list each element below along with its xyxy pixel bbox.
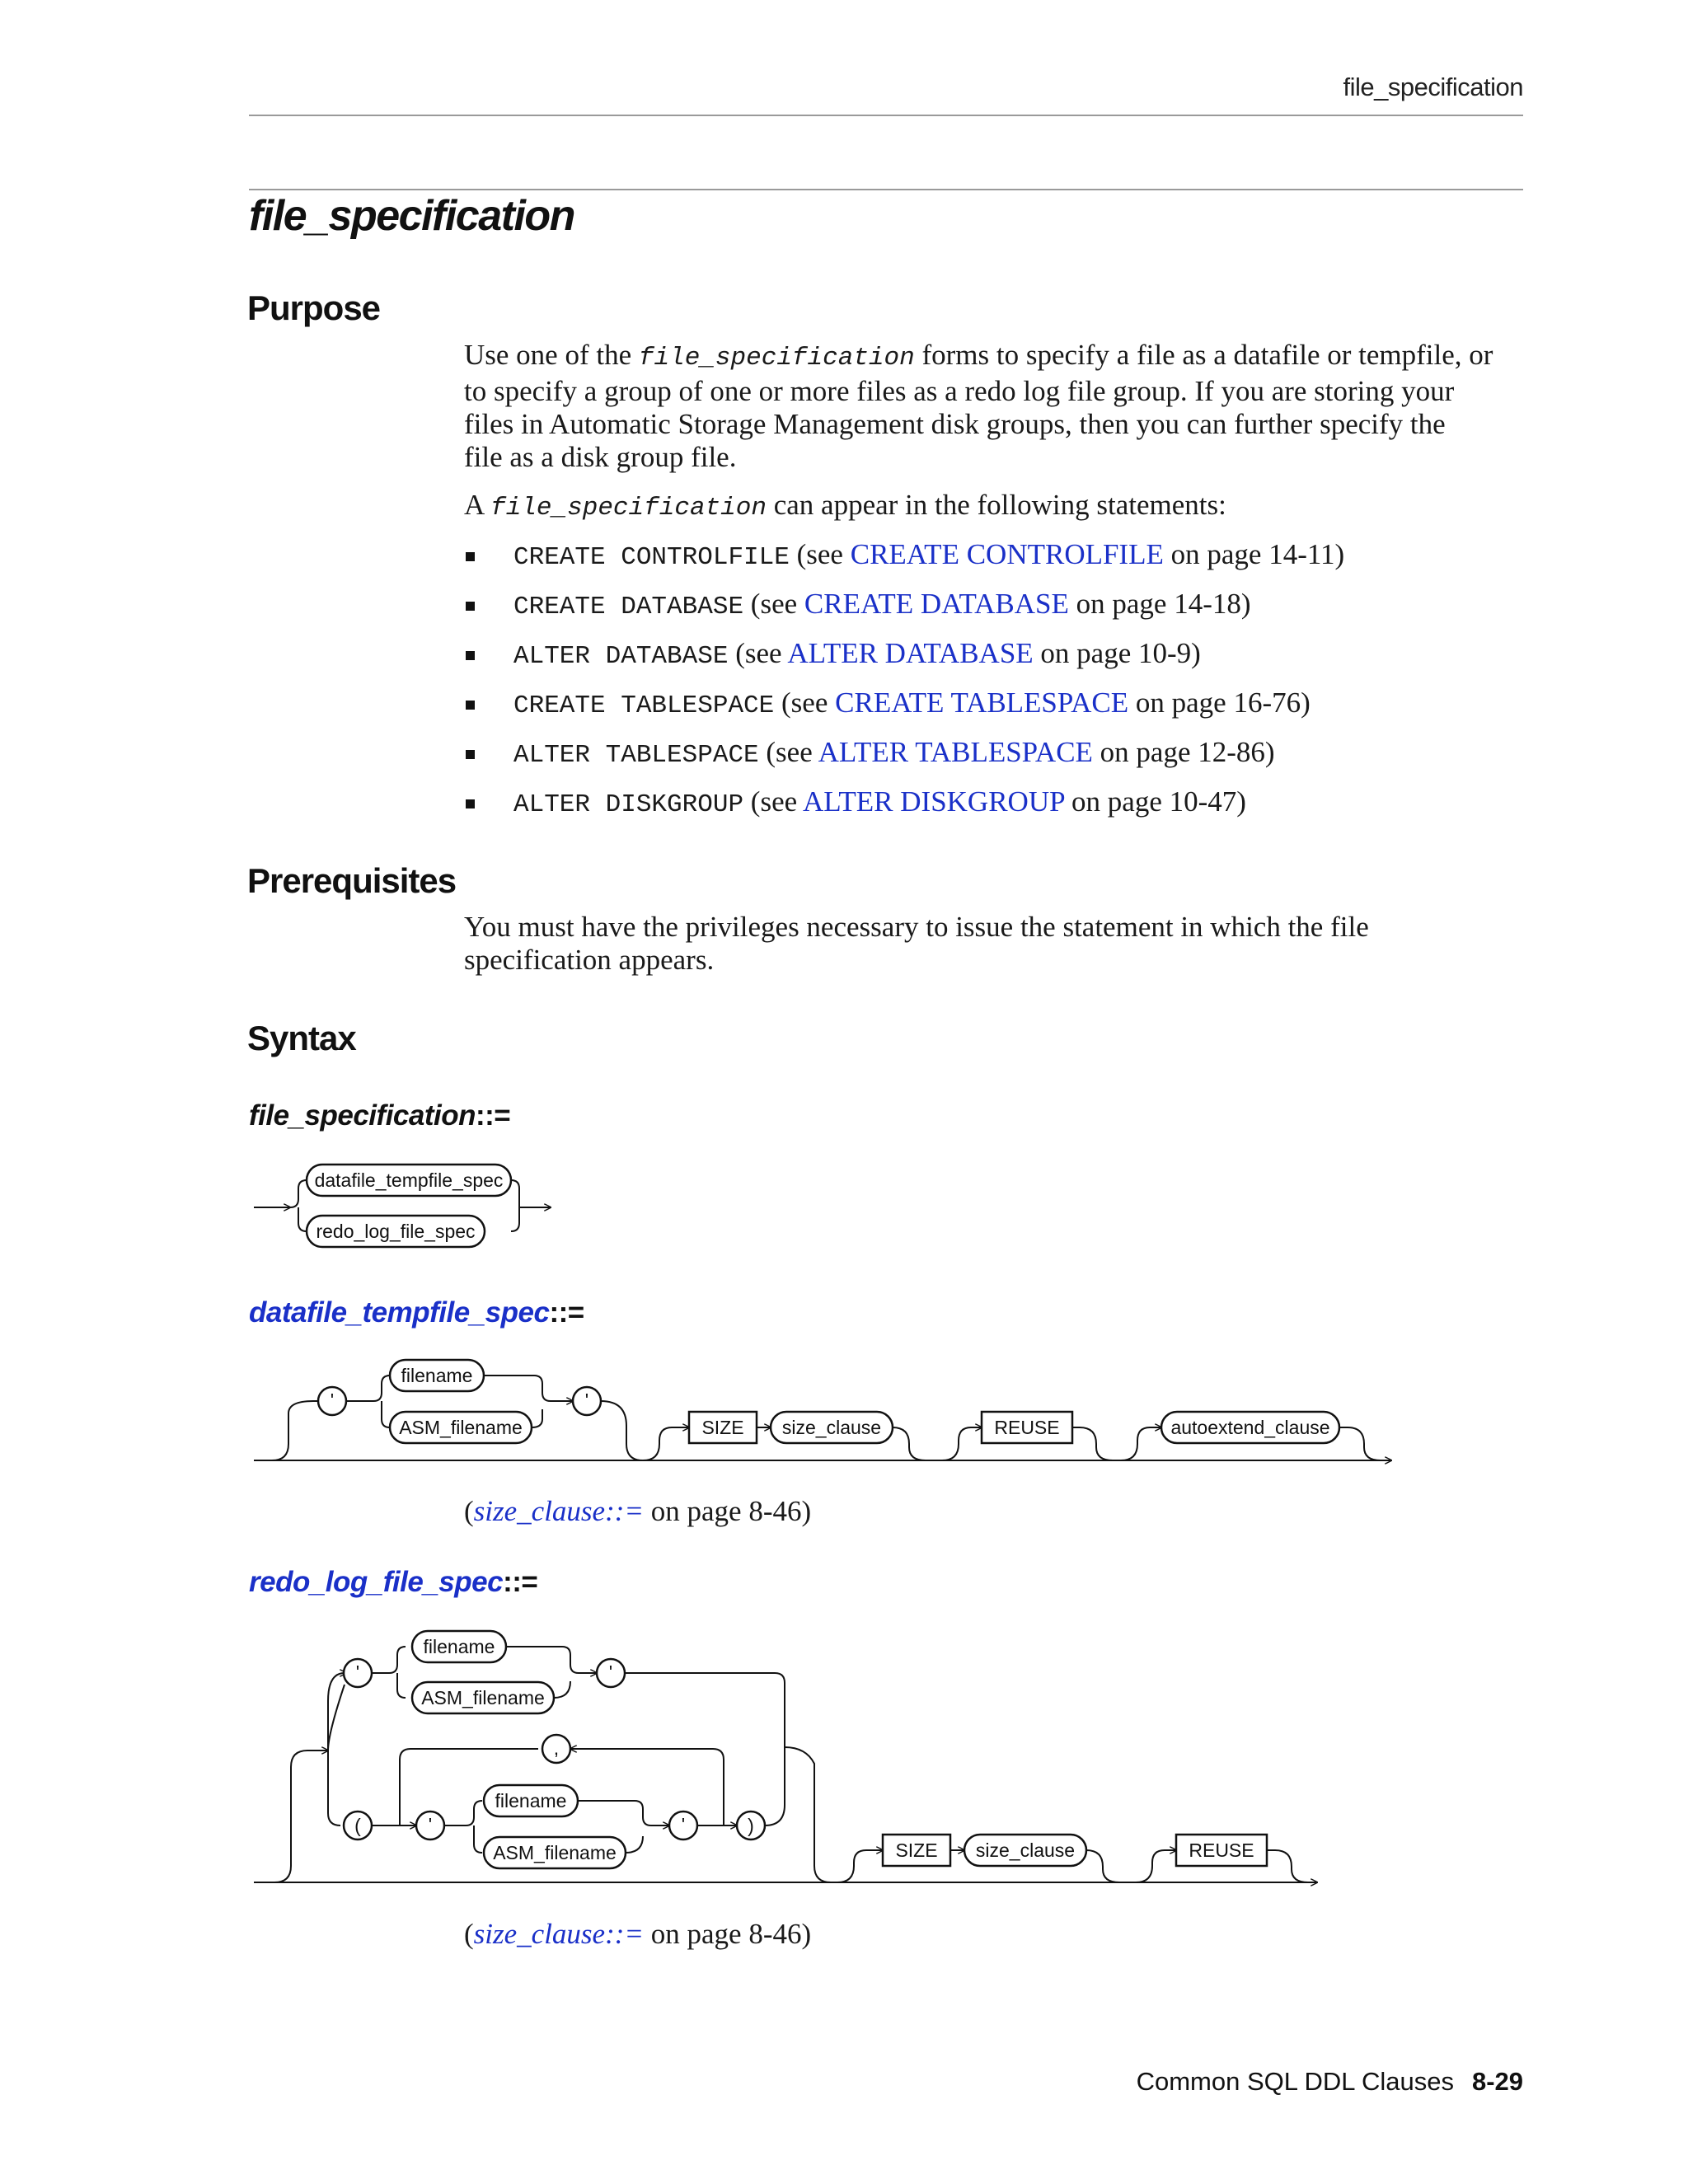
node-label: ASM_filename — [399, 1417, 523, 1438]
statement-code: CREATE DATABASE — [513, 593, 744, 621]
node-label: ' — [355, 1661, 360, 1683]
code-term: file_specification — [490, 494, 767, 523]
file-spec-diagram — [254, 1165, 551, 1247]
text-run: on page 8-46) — [644, 1918, 812, 1950]
text-line: file as a disk group file. — [464, 441, 737, 473]
text-run: forms to specify a file as a datafile or tempfile, or — [914, 339, 1493, 371]
text-run: (see — [743, 588, 804, 620]
node-label: ' — [608, 1661, 613, 1683]
statement-link[interactable]: ALTER TABLESPACE — [818, 736, 1093, 768]
text-run: ) — [1301, 687, 1311, 719]
page-footer — [1137, 2067, 1523, 2097]
node-label: redo_log_file_spec — [316, 1221, 476, 1242]
text-run: on page — [1064, 785, 1170, 818]
statement-code: ALTER TABLESPACE — [513, 741, 759, 770]
node-label: size_clause — [781, 1417, 882, 1438]
node-label: SIZE — [701, 1417, 744, 1438]
statement-code: ALTER DATABASE — [513, 642, 729, 671]
assign-symbol: ::= — [475, 1099, 511, 1132]
statement-link[interactable]: CREATE CONTROLFILE — [850, 538, 1164, 570]
node-label: ASM_filename — [493, 1842, 617, 1863]
text-run: ) — [1236, 785, 1246, 818]
statement-code: CREATE CONTROLFILE — [513, 543, 790, 572]
assign-symbol: ::= — [503, 1566, 538, 1598]
node-label: REUSE — [1189, 1840, 1254, 1861]
purpose-heading: Purpose — [247, 288, 381, 327]
statement-link[interactable]: CREATE TABLESPACE — [835, 687, 1129, 719]
text-run: can appear in the following statements: — [766, 489, 1226, 521]
text-run: (see — [774, 687, 836, 719]
text-run: ) — [1191, 637, 1201, 669]
statement-link[interactable]: ALTER DATABASE — [787, 637, 1034, 669]
node-label: ' — [330, 1390, 335, 1411]
assign-symbol: ::= — [549, 1296, 584, 1329]
text-run: (see — [758, 736, 818, 768]
prerequisites-heading: Prerequisites — [247, 861, 457, 900]
node-label: filename — [401, 1365, 473, 1386]
page-ref: 10-47 — [1169, 785, 1237, 818]
statement-link[interactable]: CREATE DATABASE — [804, 588, 1069, 620]
node-label: ( — [354, 1815, 361, 1836]
text-run: ) — [1334, 538, 1345, 570]
node-label: filename — [495, 1790, 567, 1811]
text-run: ) — [1240, 588, 1251, 620]
text-line: files in Automatic Storage Management disk groups, then you can further specify the — [464, 408, 1446, 440]
node-label: size_clause — [975, 1840, 1076, 1861]
syntax-heading: Syntax — [247, 1019, 356, 1057]
page-ref: 14-11 — [1268, 538, 1335, 570]
node-label: ' — [584, 1390, 589, 1411]
page-ref: 12-86 — [1198, 736, 1265, 768]
text-run: on page — [1163, 538, 1269, 570]
page-ref: 14-18 — [1174, 588, 1241, 620]
text-run: A — [464, 489, 491, 521]
text-run: Use one of the — [464, 339, 639, 371]
size-clause-link[interactable]: size_clause::= — [473, 1495, 644, 1527]
page-ref: 16-76 — [1233, 687, 1301, 719]
text-run: (see — [728, 637, 788, 669]
rule-link[interactable]: datafile_tempfile_spec — [249, 1296, 550, 1329]
node-label: REUSE — [994, 1417, 1060, 1438]
page-ref: 10-9 — [1138, 637, 1192, 669]
text-run: on page — [1128, 687, 1234, 719]
page-number: 8-29 — [1471, 2067, 1523, 2096]
node-label: ' — [681, 1814, 686, 1835]
statement-code: CREATE TABLESPACE — [513, 691, 775, 720]
node-label: ASM_filename — [421, 1687, 545, 1708]
text-run: (see — [743, 785, 803, 818]
running-header: file_specification — [1343, 73, 1523, 101]
text-run: on page — [1068, 588, 1175, 620]
code-term: file_specification — [638, 344, 915, 373]
node-label: autoextend_clause — [1170, 1417, 1330, 1438]
text-line: specification appears. — [464, 944, 715, 976]
redo-spec-diagram — [254, 1631, 1317, 1882]
statement-link[interactable]: ALTER DISKGROUP — [802, 785, 1065, 818]
text-line: You must have the privileges necessary to issue the statement in which the file — [464, 911, 1369, 943]
page-title: file_specification — [249, 192, 574, 240]
text-run: on page 8-46) — [644, 1495, 812, 1527]
node-label: filename — [423, 1636, 495, 1657]
statement-code: ALTER DISKGROUP — [513, 790, 744, 819]
text-run: ) — [1264, 736, 1275, 768]
text-run: on page — [1033, 637, 1138, 669]
node-label: , — [553, 1737, 560, 1759]
text-run: ( — [464, 1918, 474, 1950]
node-label: ) — [748, 1815, 754, 1836]
text-run: ( — [464, 1495, 474, 1527]
rule-name: file_specification — [249, 1099, 476, 1132]
node-label: SIZE — [895, 1840, 938, 1861]
text-line: to specify a group of one or more files as a redo log file group. If you are storing your — [464, 375, 1455, 407]
size-clause-link[interactable]: size_clause::= — [473, 1918, 644, 1950]
node-label: ' — [428, 1814, 433, 1835]
node-label: datafile_tempfile_spec — [314, 1169, 504, 1191]
footer-chapter: Common SQL DDL Clauses — [1136, 2067, 1454, 2096]
text-run: on page — [1092, 736, 1198, 768]
text-run: (see — [789, 538, 851, 570]
datafile-spec-diagram — [254, 1360, 1391, 1460]
rule-link[interactable]: redo_log_file_spec — [249, 1566, 504, 1598]
